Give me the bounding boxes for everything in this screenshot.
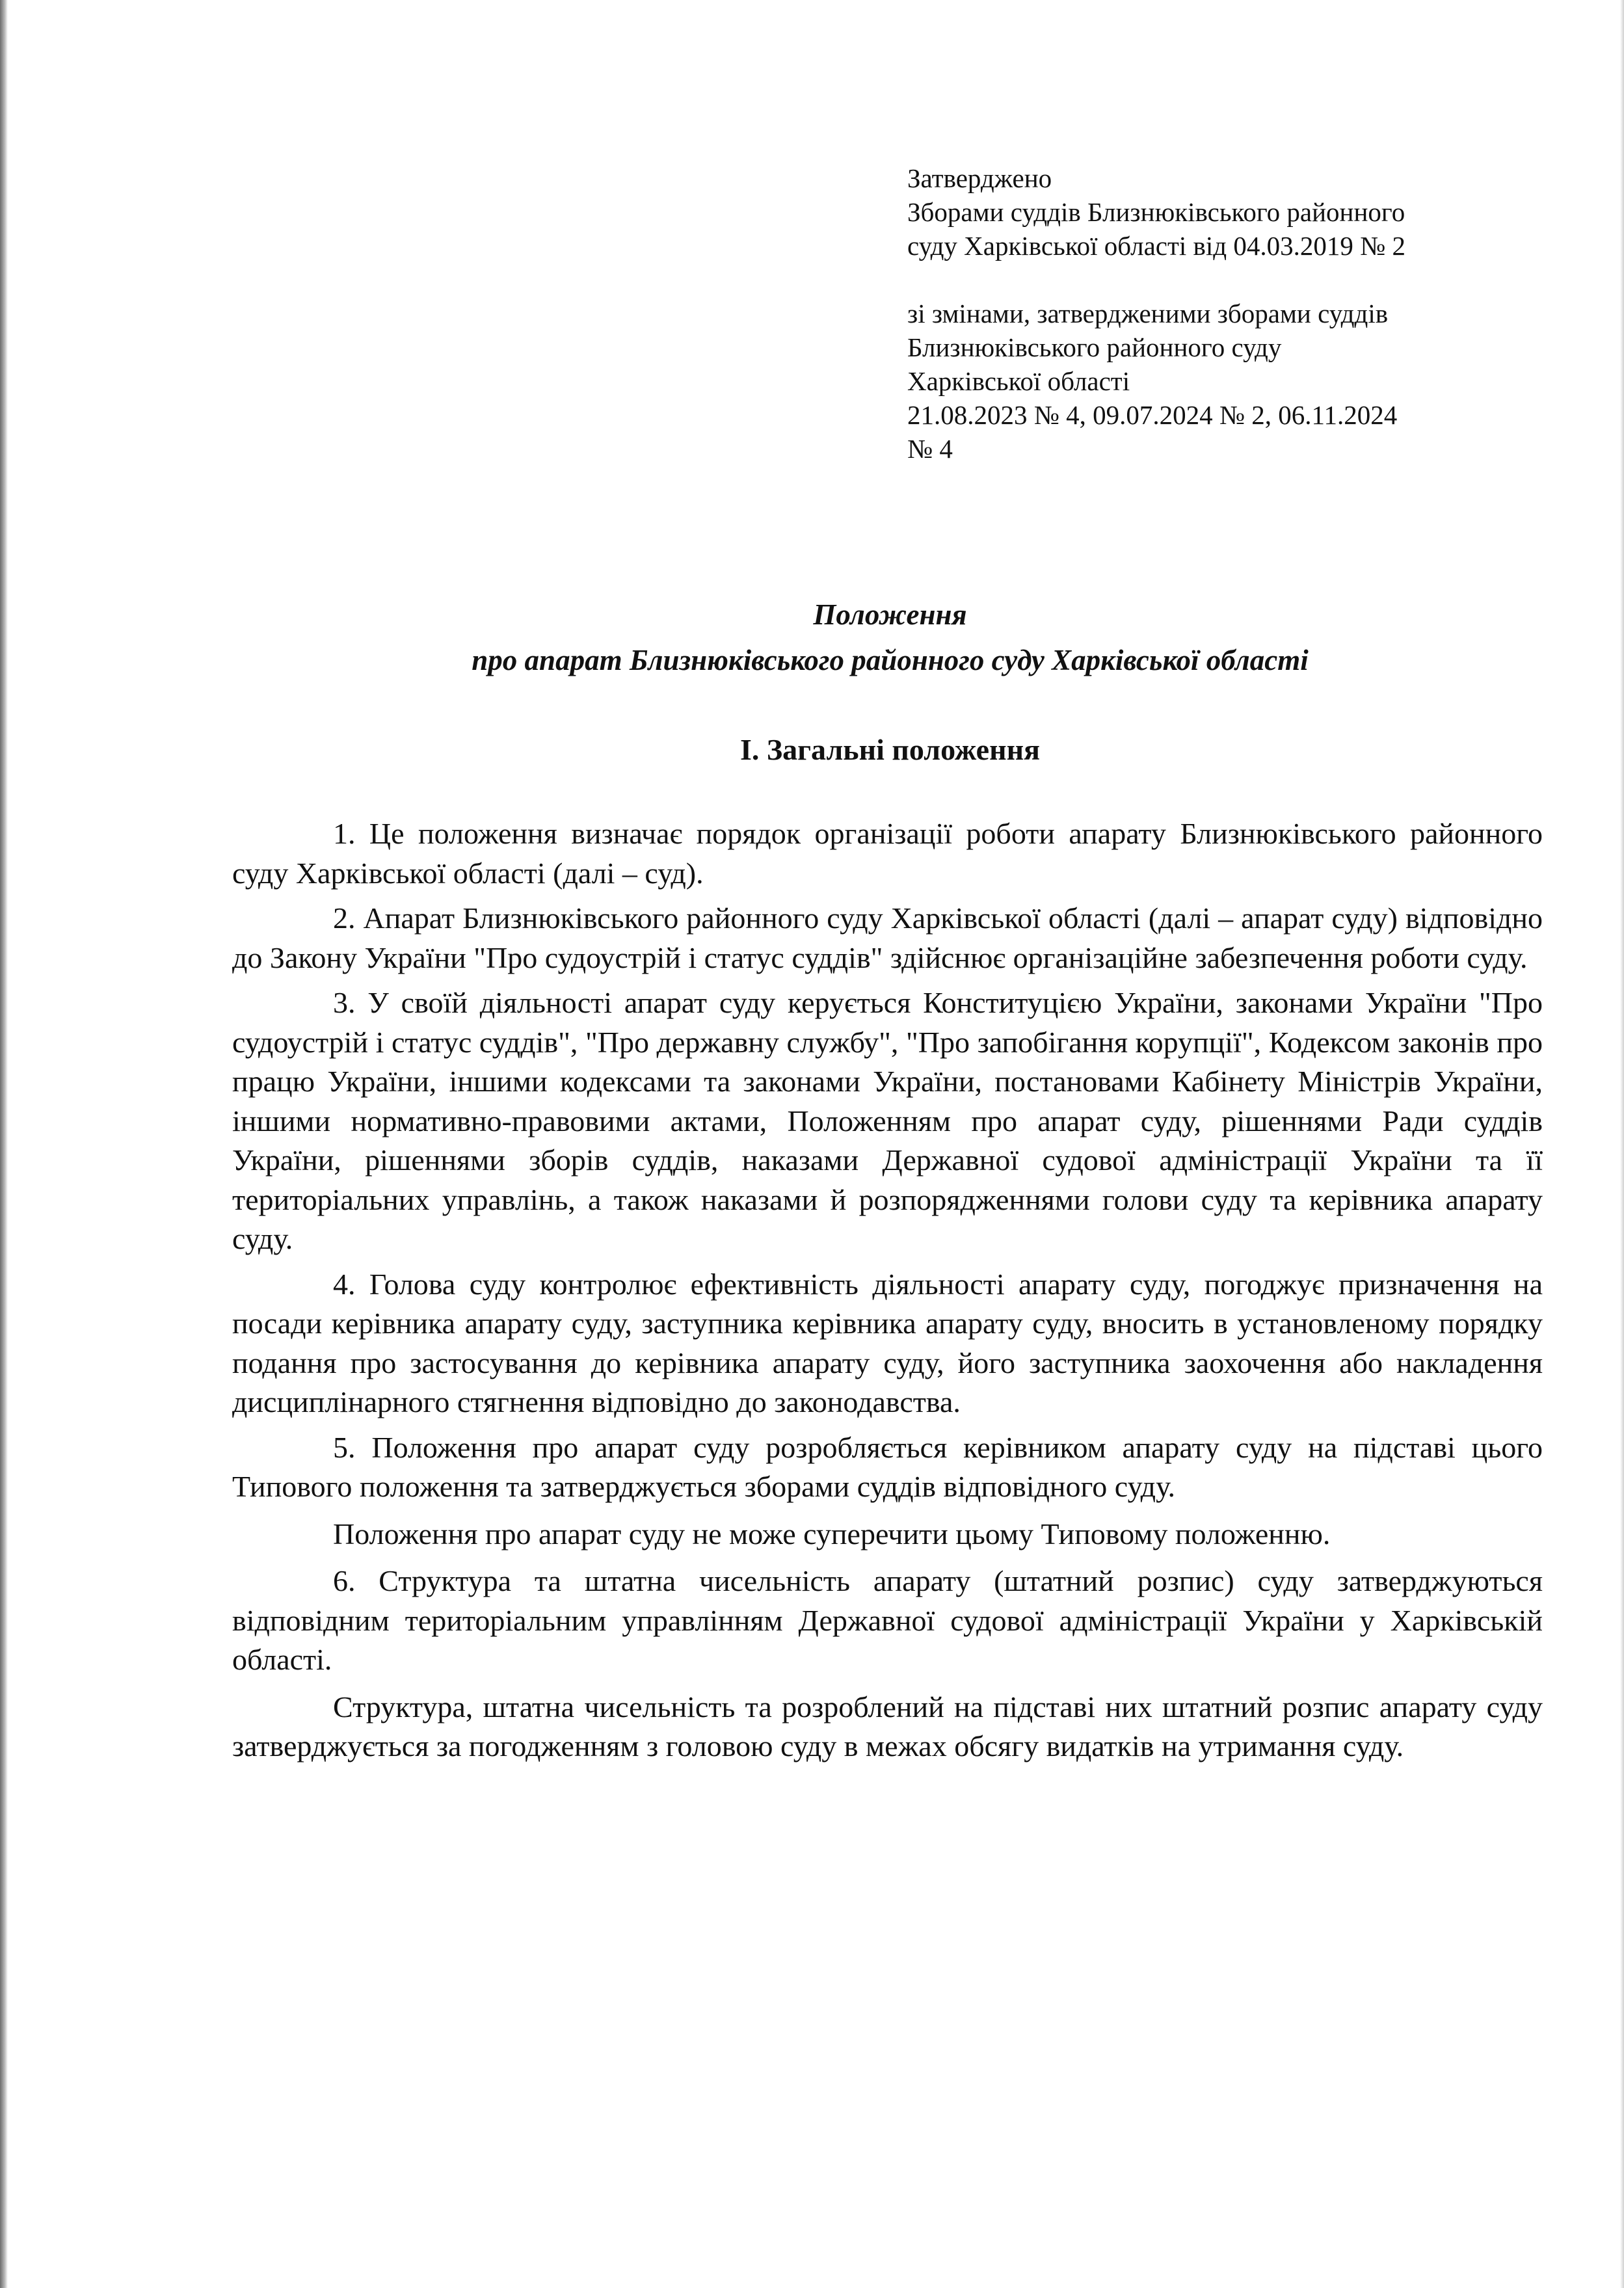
document-title: Положення [813, 598, 967, 631]
amendments-line: Близнюківського районного суду [907, 332, 1282, 362]
amendments-dates: 21.08.2023 № 4, 09.07.2024 № 2, 06.11.2024 [907, 400, 1398, 430]
approval-block [907, 161, 1558, 466]
paragraph-6-note: Структура, штатна чисельність та розроблений на підставі них штатний розпис апарату суду затверджується за погодженням з головою суду в межах обсягу видатків на утримання суду. [232, 1690, 1543, 1763]
amendments-line: Харківської області [907, 366, 1130, 396]
paragraph-3: 3. У своїй діяльності апарат суду керується Конституцією України, законами України "Про судоустрій і статус суддів", "Про державну службу", "Про запобігання корупції", Кодексом законів про працю України, іншими кодексами та законами України, постановами Кабінету Міністрів України, іншими нормативно-правовими актами, Положенням про апарат суду, рішеннями Ради суддів України, рішеннями зборів суддів, наказами Державної судової адміністрації України та її територіальних управлінь, а також наказами й розпорядженнями голови суду та керівника апарату суду. [232, 986, 1543, 1255]
document-body [232, 814, 1543, 1772]
amendments-line: зі змінами, затвердженими зборами суддів [907, 299, 1389, 328]
document-subtitle: про апарат Близнюківського районного суду Харківської області [472, 644, 1309, 676]
section-heading: І. Загальні положення [739, 733, 1040, 766]
approval-spacer [907, 263, 1558, 297]
amendments-number: № 4 [907, 434, 953, 464]
paragraph-1: 1. Це положення визначає порядок організації роботи апарату Близнюківського районного суду Харківської області (далі – суд). [232, 817, 1543, 890]
paragraph-5-note: Положення про апарат суду не може суперечити цьому Типовому положенню. [333, 1517, 1331, 1550]
approval-line: Затверджено [907, 163, 1052, 193]
paragraph-2: 2. Апарат Близнюківського районного суду Харківської області (далі – апарат суду) відповідно до Закону України "Про судоустрій і статус суддів" здійснює організаційне забезпечення роботи суду. [232, 901, 1543, 974]
approval-line: Зборами суддів Близнюківського районного [907, 197, 1405, 227]
approval-line: суду Харківської області від 04.03.2019 № 2 [907, 231, 1406, 261]
paragraph-5: 5. Положення про апарат суду розробляється керівником апарату суду на підставі цього Типового положення та затверджується зборами суддів відповідного суду. [232, 1430, 1543, 1503]
paragraph-6: 6. Структура та штатна чисельність апарату (штатний розпис) суду затверджуються відповідним територіальним управлінням Державної судової адміністрації України у Харківській області. [232, 1564, 1543, 1676]
paragraph-4: 4. Голова суду контролює ефективність діяльності апарату суду, погоджує призначення на посади керівника апарату суду, заступника керівника апарату суду, вносить в установленому порядку подання про застосування до керівника апарату суду, його заступника заохочення або накладення дисциплінарного стягнення відповідно до законодавства. [232, 1267, 1543, 1418]
scan-shadow-right [1620, 0, 1624, 2288]
scan-shadow-left [0, 0, 8, 2288]
